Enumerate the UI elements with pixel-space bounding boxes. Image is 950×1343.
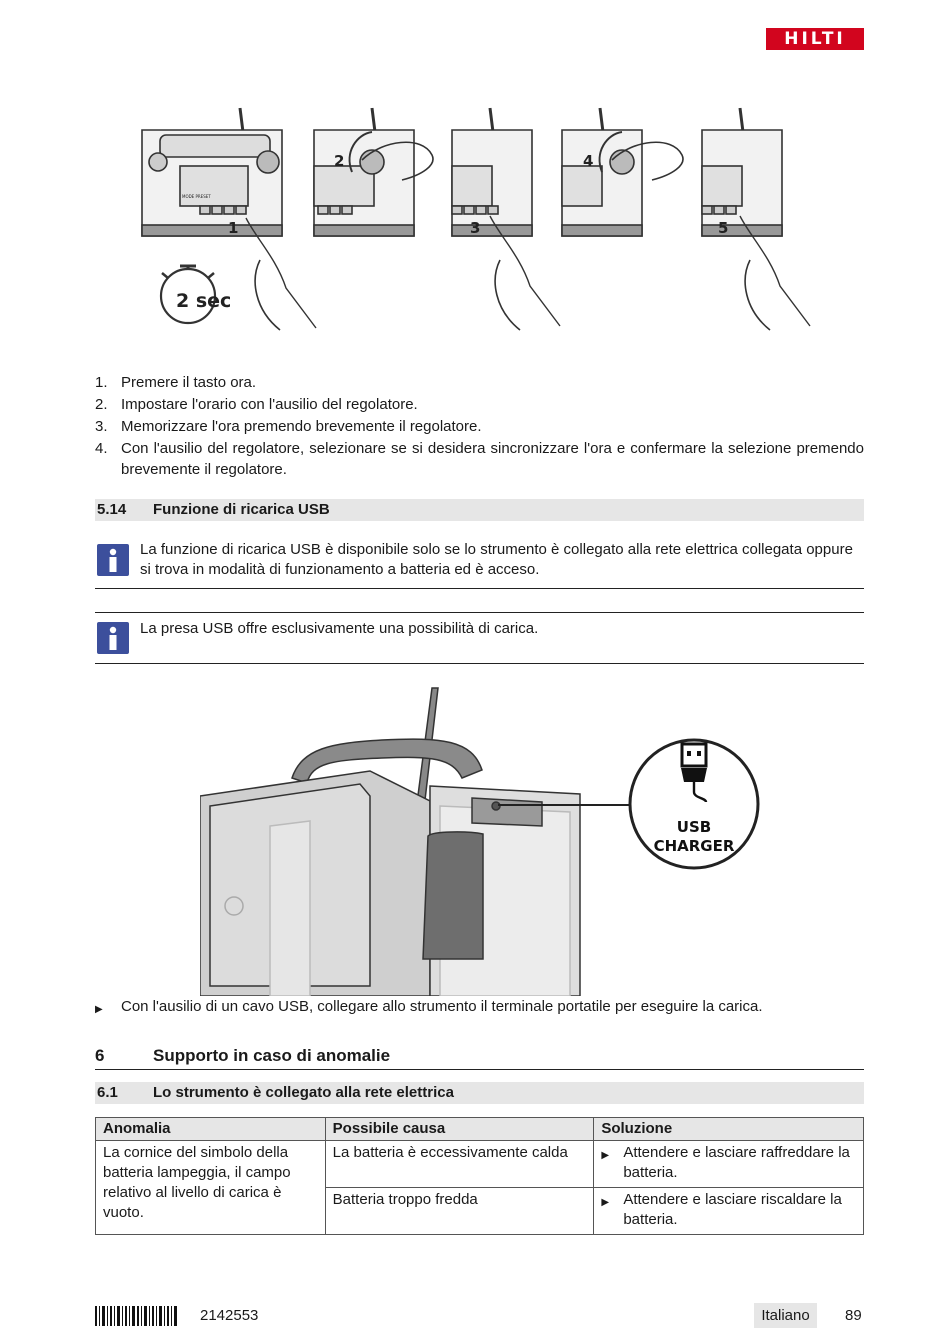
- usb-charger-illustration: [200, 686, 770, 996]
- column-header: Anomalia: [96, 1118, 326, 1141]
- solution-cell: ▶ Attendere e lasciare raffreddare la batteria.: [594, 1141, 864, 1188]
- callout-line-1: USB: [676, 818, 712, 836]
- section-heading-5-14: 5.14 Funzione di ricarica USB: [95, 499, 864, 521]
- hilti-logo: HILTI: [766, 28, 864, 50]
- info-icon: [97, 622, 129, 654]
- cause-cell: La batteria è eccessivamente calda: [325, 1141, 594, 1188]
- step-label-2: 2: [334, 152, 345, 170]
- info-icon: [97, 544, 129, 576]
- table-header-row: [96, 1118, 864, 1141]
- info-note-1: La funzione di ricarica USB è disponibile solo se lo strumento è collegato alla rete elettrica collegata oppure si trova in modalità di funzionamento a batteria ed è acceso.: [95, 540, 864, 589]
- radio-panel-3: [452, 108, 560, 330]
- bullet-marker-icon: ▶: [601, 1150, 610, 1161]
- list-item: 4. Con l'ausilio del regolatore, selezionare se si desidera sincronizzare l'ora e confermare la selezione premendo brevemente il regolatore.: [95, 440, 864, 478]
- cause-cell: Batteria troppo fredda: [325, 1188, 594, 1235]
- step-label-1: 1: [228, 219, 239, 237]
- bullet-marker-icon: ▶: [601, 1197, 610, 1208]
- table-row: [96, 1141, 864, 1188]
- step-label-5: 5: [718, 219, 729, 237]
- bullet-marker-icon: ▶: [95, 1004, 103, 1015]
- column-header: Soluzione: [594, 1118, 864, 1141]
- troubleshooting-table: [95, 1117, 864, 1235]
- list-item: 2. Impostare l'orario con l'ausilio del regolatore.: [95, 396, 418, 413]
- section-heading-6: 6 Supporto in caso di anomalie: [95, 1045, 864, 1070]
- divider: [95, 612, 864, 613]
- info-note-2: La presa USB offre esclusivamente una possibilità di carica.: [95, 619, 864, 664]
- callout-line-2: CHARGER: [653, 837, 735, 855]
- time-setting-illustration: [140, 100, 830, 340]
- anomaly-cell: La cornice del simbolo della batteria lampeggia, il campo relativo al livello di carica è vuoto.: [96, 1141, 326, 1235]
- step-label-3: 3: [470, 219, 481, 237]
- panel-text: MODE PRESET: [182, 194, 211, 199]
- radio-panel-2: [314, 108, 433, 236]
- step-label-4: 4: [583, 152, 594, 170]
- page-number: 89: [845, 1307, 862, 1324]
- solution-cell: ▶ Attendere e lasciare riscaldare la batteria.: [594, 1188, 864, 1235]
- instruction-steps: [95, 372, 864, 481]
- list-item: 1. Premere il tasto ora.: [95, 374, 257, 391]
- column-header: Possibile causa: [325, 1118, 594, 1141]
- section-heading-6-1: 6.1 Lo strumento è collegato alla rete elettrica: [95, 1082, 864, 1104]
- radio-panel-4: [562, 108, 683, 236]
- document-number: 2142553: [200, 1307, 259, 1324]
- timer-text: 2 sec: [176, 290, 232, 312]
- barcode-icon: [95, 1306, 179, 1326]
- list-item: 3. Memorizzare l'ora premendo brevemente il regolatore.: [95, 418, 482, 435]
- language-badge: Italiano: [754, 1303, 817, 1328]
